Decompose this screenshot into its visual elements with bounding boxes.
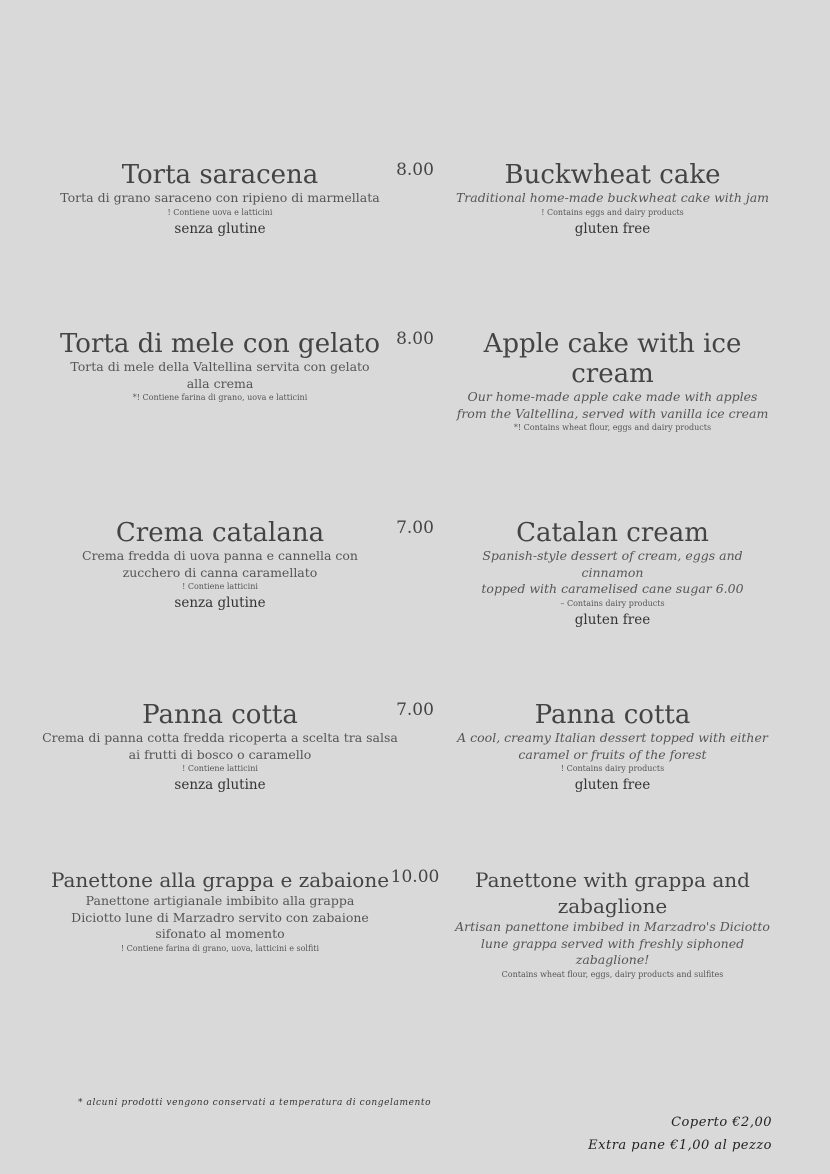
item-description: Panettone artigianale imbibito alla grappa bbox=[85, 893, 355, 908]
freezing-footnote: * alcuni prodotti vengono conservati a temperatura di congelamento bbox=[78, 1098, 432, 1108]
allergen-note: ! Contiene latticini bbox=[182, 764, 258, 773]
gluten-free-label: gluten free bbox=[574, 220, 651, 237]
item-title: Torta saracena bbox=[121, 160, 319, 190]
item-description: topped with caramelised cane sugar 6.00 bbox=[481, 581, 744, 596]
item-title: Crema catalana bbox=[115, 518, 325, 548]
menu-item-en-buckwheat-cake bbox=[455, 160, 770, 238]
menu-item-it-panettone bbox=[40, 867, 400, 954]
allergen-note: ! Contiene uova e latticini bbox=[167, 207, 273, 217]
menu-item-it-crema-catalana bbox=[40, 518, 400, 612]
menu-item-en-catalan-cream bbox=[455, 518, 770, 629]
item-description: caramel or fruits of the forest bbox=[518, 746, 707, 762]
item-price: 7.00 bbox=[396, 518, 434, 538]
item-price: 10.00 bbox=[390, 867, 440, 887]
item-title: Catalan cream bbox=[516, 518, 709, 548]
item-description: ai frutti di bosco o caramello bbox=[128, 746, 312, 762]
item-title: Apple cake with ice cream bbox=[483, 329, 742, 389]
menu-item-en-panettone bbox=[455, 867, 770, 980]
item-title: Panna cotta bbox=[534, 700, 691, 730]
gluten-free-label: senza glutine bbox=[174, 220, 266, 237]
item-title: Panettone with grappa and zabaglione bbox=[475, 868, 750, 918]
menu-item-it-panna-cotta bbox=[40, 700, 400, 794]
item-description: Crema fredda di uova panna e cannella con bbox=[82, 548, 358, 563]
allergen-note: Contains wheat flour, eggs, dairy products and sulfites bbox=[501, 969, 724, 979]
allergen-note: ! Contains dairy products bbox=[560, 764, 665, 773]
item-description: Torta di mele della Valtellina servita con gelato bbox=[70, 359, 370, 374]
allergen-note: ! Contiene farina di grano, uova, latticini e solfiti bbox=[120, 943, 320, 953]
item-description: Spanish-style dessert of cream, eggs and cinnamon bbox=[482, 548, 743, 580]
menu-item-it-torta-di-mele bbox=[40, 329, 400, 403]
gluten-free-label: senza glutine bbox=[174, 595, 266, 611]
gluten-free-label: senza glutine bbox=[174, 777, 266, 793]
item-description: alla crema bbox=[186, 375, 254, 391]
menu-item-en-panna-cotta bbox=[455, 700, 770, 794]
menu-item-en-apple-cake bbox=[455, 329, 770, 433]
gluten-free-label: gluten free bbox=[574, 611, 651, 628]
item-title: Buckwheat cake bbox=[504, 160, 721, 190]
item-description: Diciotto lune di Marzadro servito con zabaione bbox=[71, 909, 369, 925]
item-title: Panna cotta bbox=[142, 700, 298, 730]
cover-charge: Coperto €2,00 bbox=[671, 1115, 772, 1130]
allergen-note: *! Contiene farina di grano, uova e latticini bbox=[132, 393, 308, 402]
item-description: Our home-made apple cake made with apples bbox=[467, 389, 758, 404]
menu-item-it-torta-saracena bbox=[40, 160, 400, 238]
item-description: Torta di grano saraceno con ripieno di marmellata bbox=[60, 190, 380, 205]
item-title: Panettone alla grappa e zabaione bbox=[50, 868, 390, 892]
item-description: Artisan panettone imbibed in Marzadro's Diciotto bbox=[455, 919, 770, 934]
item-price: 7.00 bbox=[396, 700, 434, 720]
item-description: zucchero di canna caramellato bbox=[122, 564, 318, 580]
allergen-note: ! Contains eggs and dairy products bbox=[541, 207, 684, 217]
allergen-note: *! Contains wheat flour, eggs and dairy products bbox=[513, 423, 712, 432]
item-description: sifonato al momento bbox=[155, 926, 285, 941]
allergen-note: ! Contiene latticini bbox=[182, 582, 258, 591]
item-description: A cool, creamy Italian dessert topped with either bbox=[457, 730, 768, 745]
item-title: Torta di mele con gelato bbox=[59, 329, 381, 359]
item-description: Traditional home-made buckwheat cake with jam bbox=[455, 190, 770, 205]
allergen-note: – Contains dairy products bbox=[560, 598, 665, 608]
item-price: 8.00 bbox=[396, 160, 434, 180]
item-description: from the Valtellina, served with vanilla ice cream bbox=[456, 405, 769, 421]
item-price: 8.00 bbox=[396, 329, 434, 349]
item-description: lune grappa served with freshly siphoned zabaglione! bbox=[480, 935, 745, 967]
gluten-free-label: gluten free bbox=[574, 777, 651, 793]
extra-bread-charge: Extra pane €1,00 al pezzo bbox=[588, 1138, 772, 1153]
item-description: Crema di panna cotta fredda ricoperta a scelta tra salsa bbox=[42, 730, 398, 745]
